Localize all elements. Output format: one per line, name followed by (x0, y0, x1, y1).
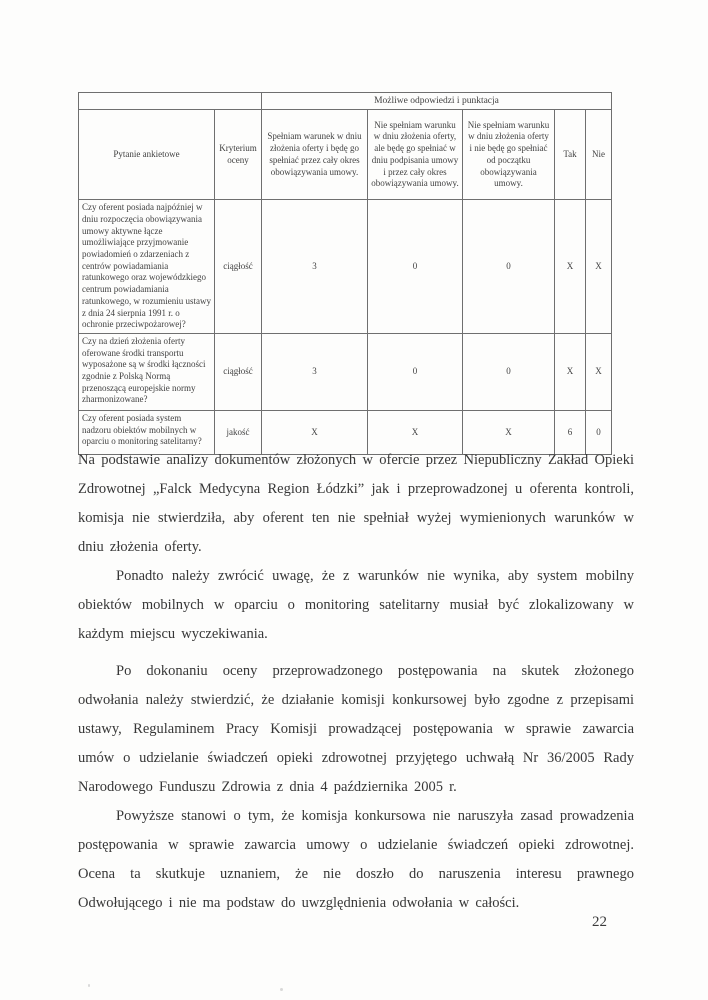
paragraph-analysis: Na podstawie analizy dokumentów złożonych w ofercie przez Niepubliczny Zakład Opieki Zdrowotnej „Falck Medycyna Region Łódzki” jak i przeprowadzonej u oferenta kontroli, komisja nie stwierdziła, aby oferent ten nie spełniał wyżej wymienionych warunków w dniu złożenia oferty. (78, 452, 634, 555)
paragraph-assessment: Po dokonaniu oceny przeprowadzonego postępowania na skutek złożonego odwołania należy stwierdzić, że działanie komisji konkursowej było zgodne z przepisami ustawy, Regulaminem Pracy Komisji prowadzącej postępowania w sprawie zawarcia umów o udzielanie świadczeń opieki zdrowotnej przyjętego uchwałą Nr 36/2005 Rady Narodowego Funduszu Zdrowia z dnia 4 października 2005 r. (78, 663, 634, 795)
score-full-cell: X (262, 410, 368, 454)
answers-group-header: Możliwe odpowiedzi i punktacja (262, 93, 612, 110)
question-cell: Czy oferent posiada najpóźniej w dniu rozpoczęcia obowiązywania umowy aktywne łącze umożliwiające przyjmowanie powiadomień o zdarzeniach z centrów powiadamiania ratunkowego oraz wojewódzkiego centrum powiadamiania ratunkowego, w rozumieniu ustawy z dnia 24 sierpnia 1991 r. o ochronie przeciwpożarowej? (79, 200, 215, 334)
table-row (79, 200, 612, 334)
question-cell: Czy oferent posiada system nadzoru obiektów mobilnych w oparciu o monitoring satelitarny? (79, 410, 215, 454)
scan-speck (88, 984, 90, 987)
score-none-cell: 0 (463, 333, 555, 410)
no-column-header: Nie (586, 110, 612, 200)
document-body (78, 446, 634, 918)
score-full-cell: 3 (262, 333, 368, 410)
criterion-cell: ciągłość (215, 333, 262, 410)
column-header-row (79, 110, 612, 200)
answer-partial-column-header: Nie spełniam warunku w dniu złożenia oferty, ale będę go spełniać w dniu podpisania umowy i przez cały okres obowiązywania umowy. (368, 110, 463, 200)
answer-none-column-header: Nie spełniam warunku w dniu złożenia oferty i nie będę go spełniać od początku obowiązywania umowy. (463, 110, 555, 200)
page-number: 22 (592, 914, 607, 930)
score-full-cell: 3 (262, 200, 368, 334)
score-partial-cell: 0 (368, 333, 463, 410)
yes-cell: 6 (555, 410, 586, 454)
yes-column-header: Tak (555, 110, 586, 200)
score-none-cell: 0 (463, 200, 555, 334)
no-cell: X (586, 333, 612, 410)
score-partial-cell: 0 (368, 200, 463, 334)
table-ghost-cell (79, 93, 262, 110)
score-partial-cell: X (368, 410, 463, 454)
yes-cell: X (555, 200, 586, 334)
no-cell: X (586, 200, 612, 334)
criterion-column-header: Kryterium oceny (215, 110, 262, 200)
group-header-row (79, 93, 612, 110)
question-column-header: Pytanie ankietowe (79, 110, 215, 200)
criterion-cell: jakość (215, 410, 262, 454)
no-cell: 0 (586, 410, 612, 454)
question-cell: Czy na dzień złożenia oferty oferowane środki transportu wyposażone są w środki łączności zgodnie z Polską Normą przenoszącą europejskie normy zharmonizowane? (79, 333, 215, 410)
paragraph-conclusion: Powyższe stanowi o tym, że komisja konkursowa nie naruszyła zasad prowadzenia postępowania w sprawie zawarcia umowy o udzielanie świadczeń opieki zdrowotnej. Ocena ta skutkuje uznaniem, że nie doszło do naruszenia interesu prawnego Odwołującego i nie ma podstaw do uwzględnienia odwołania w całości. (78, 808, 634, 911)
scan-speck (280, 988, 283, 991)
criterion-cell: ciągłość (215, 200, 262, 334)
score-none-cell: X (463, 410, 555, 454)
evaluation-table (78, 92, 612, 455)
table-row (79, 333, 612, 410)
answer-full-column-header: Spełniam warunek w dniu złożenia oferty i będę go spełniać przez cały okres obowiązywania umowy. (262, 110, 368, 200)
yes-cell: X (555, 333, 586, 410)
survey-table-container (78, 92, 611, 455)
paragraph-remark: Ponadto należy zwrócić uwagę, że z warunków nie wynika, aby system mobilny obiektów mobilnych w oparciu o monitoring satelitarny musiał być zlokalizowany w każdym miejscu wyczekiwania. (78, 568, 634, 642)
